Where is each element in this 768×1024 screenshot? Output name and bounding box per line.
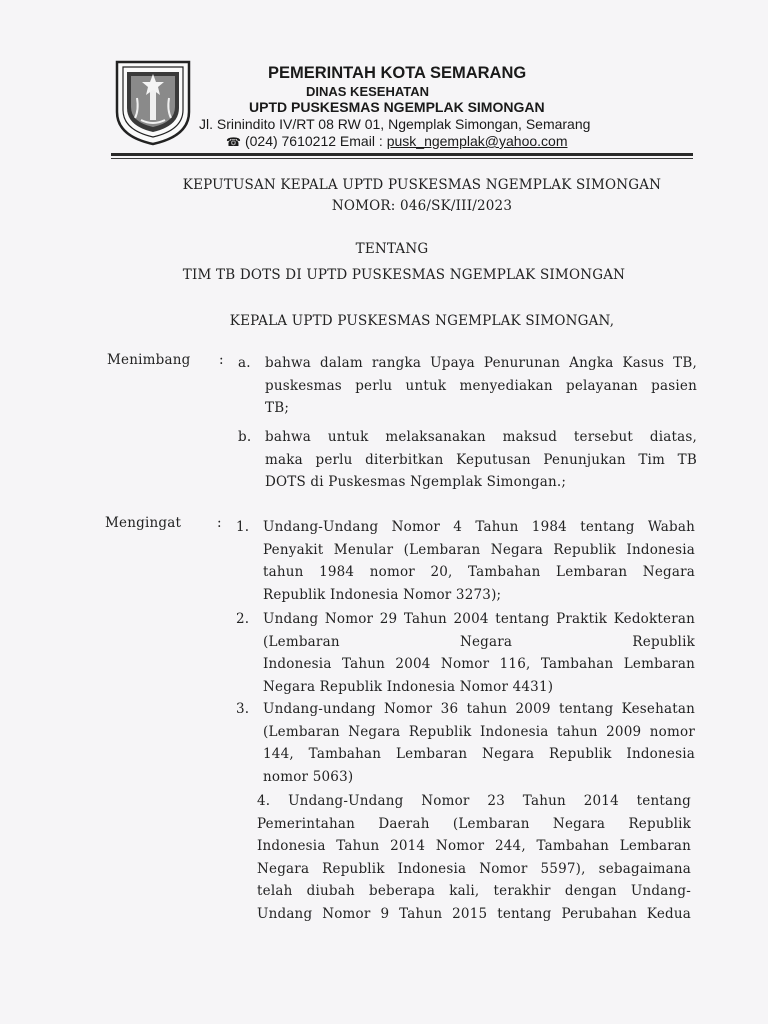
text-line: Republik Indonesia Nomor 3273);: [263, 586, 502, 603]
text-line: Negara Republik Indonesia Nomor 5597), sebagaimana: [257, 860, 691, 877]
text-line: puskesmas perlu untuk menyediakan pelayanan pasien: [265, 377, 697, 394]
text-line: telah diubah beberapa kali, terakhir dengan Undang-: [257, 883, 691, 899]
text-line: nomor 5063): [263, 768, 354, 785]
text-word: (Lembaran: [263, 633, 340, 650]
mengingat-item-2: [236, 608, 695, 698]
mengingat-item-3: [236, 698, 695, 788]
letterhead-address: Jl. Srinindito IV/RT 08 RW 01, Ngemplak Simongan, Semarang: [199, 116, 591, 132]
text-line: Undang-undang Nomor 36 tahun 2009 tentang Kesehatan: [263, 701, 695, 717]
letterhead-unit: UPTD PUSKESMAS NGEMPLAK SIMONGAN: [249, 99, 545, 115]
mengingat-item-1: [236, 516, 695, 606]
text-line: bahwa untuk melaksanakan maksud tersebut diatas,: [265, 429, 697, 445]
text-word: Negara: [459, 633, 513, 650]
decree-title: KEPUTUSAN KEPALA UPTD PUSKESMAS NGEMPLAK SIMONGAN: [182, 177, 662, 193]
text-line: Undang Nomor 29 Tahun 2004 tentang Praktik Kedokteran: [263, 611, 695, 627]
list-marker: 1.: [236, 519, 250, 535]
text-word: Republik: [632, 633, 695, 650]
mengingat-item-4: [257, 790, 691, 925]
text-line-spread: [263, 631, 695, 654]
decree-about-heading: TENTANG: [355, 241, 429, 257]
decree-number: NOMOR: 046/SK/III/2023: [331, 198, 513, 214]
menimbang-label: Menimbang: [107, 352, 191, 368]
text-line: Negara Republik Indonesia Nomor 4431): [263, 678, 554, 695]
list-marker: 2.: [236, 611, 250, 627]
text-line: Indonesia Tahun 2004 Nomor 116, Tambahan Lembaran: [263, 656, 695, 672]
mengingat-colon: :: [217, 515, 222, 531]
text-line: (Lembaran Negara Republik Indonesia tahun 2009 nomor: [263, 723, 695, 740]
letterhead-divider-thick: [111, 153, 693, 156]
list-marker: b.: [238, 429, 252, 445]
text-line: 144, Tambahan Lembaran Negara Republik Indonesia: [263, 746, 695, 762]
text-line: maka perlu diterbitkan Keputusan Penunjukan Tim TB: [265, 451, 697, 468]
text-line: Undang-Undang Nomor 4 Tahun 1984 tentang Wabah: [263, 519, 695, 535]
text-line: tahun 1984 nomor 20, Tambahan Lembaran Negara: [263, 564, 695, 580]
letterhead-phone: (024) 7610212 Email :: [244, 133, 383, 149]
text-line: Pemerintahan Daerah (Lembaran Negara Republik: [257, 815, 691, 832]
letterhead-contact: [226, 133, 567, 149]
telephone-icon: ☎: [226, 135, 241, 149]
text-line: Indonesia Tahun 2014 Nomor 244, Tambahan Lembaran: [257, 838, 691, 854]
letterhead-department: DINAS KESEHATAN: [306, 84, 430, 99]
text-line: TB;: [265, 400, 290, 416]
menimbang-colon: :: [219, 352, 224, 368]
text-line: Undang Nomor 9 Tahun 2015 tentang Perubahan Kedua: [257, 905, 691, 922]
letterhead-email-link[interactable]: pusk_ngemplak@yahoo.com: [386, 133, 568, 149]
text-line: DOTS di Puskesmas Ngemplak Simongan.;: [265, 474, 567, 490]
text-line: bahwa dalam rangka Upaya Penurunan Angka Kasus TB,: [265, 355, 697, 371]
letterhead-divider-thin: [111, 158, 693, 159]
menimbang-item-a: [238, 352, 697, 420]
list-marker: 3.: [236, 701, 250, 717]
list-marker: a.: [238, 355, 251, 371]
decree-subject: TIM TB DOTS DI UPTD PUSKESMAS NGEMPLAK SIMONGAN: [182, 267, 626, 283]
menimbang-item-b: [238, 426, 697, 494]
letterhead-government: PEMERINTAH KOTA SEMARANG: [268, 64, 527, 82]
decree-issuer: KEPALA UPTD PUSKESMAS NGEMPLAK SIMONGAN,: [229, 313, 615, 329]
text-line: Penyakit Menular (Lembaran Negara Republik Indonesia: [263, 541, 695, 558]
city-coat-of-arms-icon: [115, 60, 191, 146]
text-line: 4. Undang-Undang Nomor 23 Tahun 2014 tentang: [257, 793, 691, 809]
mengingat-label: Mengingat: [105, 515, 182, 531]
